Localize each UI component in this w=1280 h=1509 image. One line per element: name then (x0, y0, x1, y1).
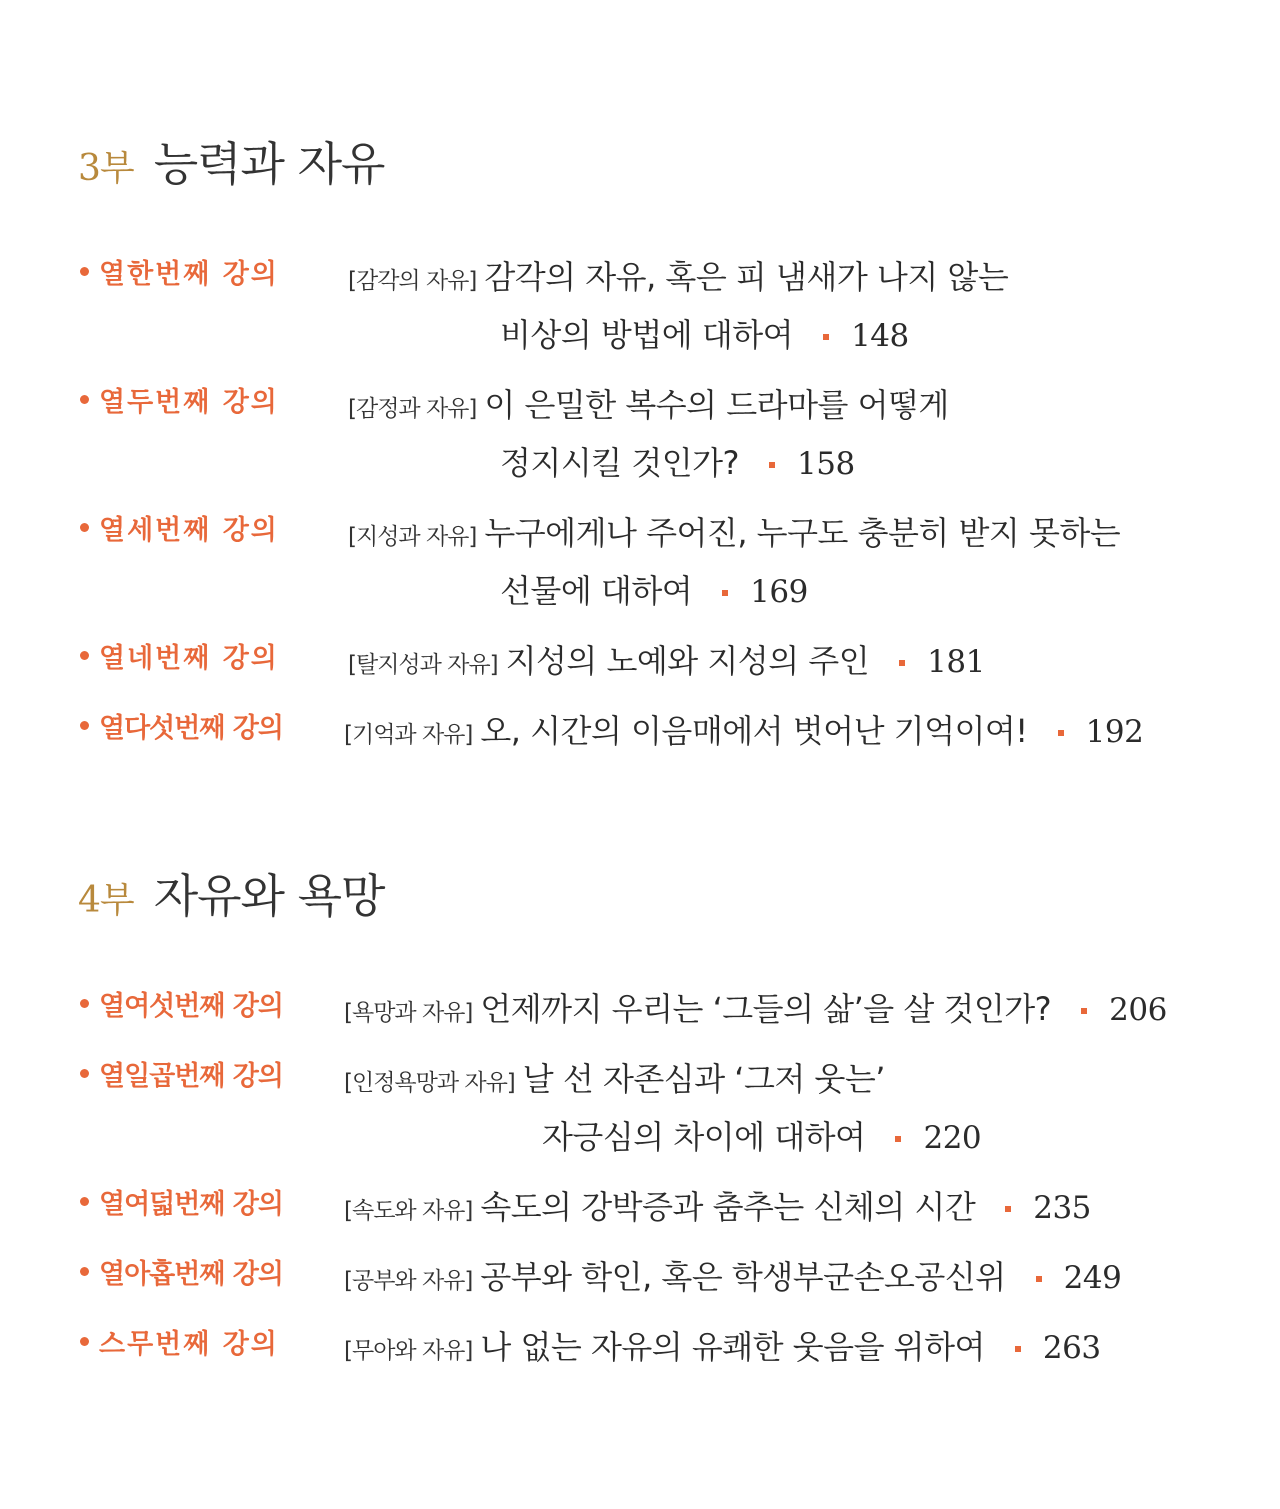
bullet-icon (80, 267, 89, 276)
bullet-icon (80, 395, 89, 404)
entry-title-line2: 비상의 방법에 대하여 148 (500, 316, 909, 354)
entry-tag: [감정과 자유] (348, 396, 477, 422)
part-number: 3부 (78, 148, 134, 189)
entry-title-line1: [지성과 자유] 누구에게나 주어진, 누구도 충분히 받지 못하는 (348, 514, 1121, 552)
entry-tag: [욕망과 자유] (344, 1000, 473, 1026)
bullet-icon (80, 1069, 89, 1078)
part-3-heading (78, 128, 385, 194)
part-4-heading (78, 860, 385, 926)
entry-title-line1: [인정욕망과 자유] 날 선 자존심과 ‘그저 웃는’ (344, 1060, 885, 1098)
part-title: 능력과 자유 (153, 137, 385, 191)
bullet-icon (80, 1337, 89, 1346)
page-dot-icon (1005, 1206, 1011, 1212)
page-dot-icon (1081, 1008, 1087, 1014)
page-dot-icon (895, 1136, 901, 1142)
bullet-icon (80, 651, 89, 660)
page-dot-icon (1058, 730, 1064, 736)
part-number: 4부 (78, 880, 134, 921)
page-dot-icon (1036, 1276, 1042, 1282)
lecture-label: 열일곱번째 강의 (80, 1054, 283, 1093)
page-dot-icon (1015, 1346, 1021, 1352)
lecture-label: 열여섯번째 강의 (80, 984, 283, 1023)
lecture-label: 열아홉번째 강의 (80, 1252, 283, 1291)
lecture-label: 열한번째 강의 (80, 252, 279, 291)
lecture-label: 열세번째 강의 (80, 508, 279, 547)
entry-title-line2: 자긍심의 차이에 대하여 220 (542, 1118, 982, 1156)
page-number: 181 (927, 644, 985, 680)
page-number: 263 (1042, 1330, 1101, 1366)
lecture-label: 열여덟번째 강의 (80, 1182, 283, 1221)
lecture-label: 열두번째 강의 (80, 380, 279, 419)
bullet-icon (80, 721, 89, 730)
entry-tag: [무아와 자유] (344, 1338, 473, 1364)
page-number: 235 (1033, 1190, 1091, 1226)
lecture-label: 열네번째 강의 (80, 636, 279, 675)
entry-tag: [감각의 자유] (348, 268, 477, 294)
entry-title-line2: 선물에 대하여 169 (500, 572, 808, 610)
entry-title-line1: [공부와 자유] 공부와 학인, 혹은 학생부군손오공신위 249 (344, 1258, 1122, 1296)
entry-title-line1: [속도와 자유] 속도의 강박증과 춤추는 신체의 시간 235 (344, 1188, 1091, 1226)
entry-tag: [기억과 자유] (344, 722, 473, 748)
bullet-icon (80, 1267, 89, 1276)
entry-title-line1: [감정과 자유] 이 은밀한 복수의 드라마를 어떻게 (348, 386, 949, 424)
entry-title-line1: [감각의 자유] 감각의 자유, 혹은 피 냄새가 나지 않는 (348, 258, 1009, 296)
page-number: 249 (1063, 1260, 1122, 1296)
lecture-label: 스무번째 강의 (80, 1322, 279, 1361)
entry-title-line1: [무아와 자유] 나 없는 자유의 유쾌한 웃음을 위하여 263 (344, 1328, 1101, 1366)
page-number: 169 (750, 574, 808, 610)
page-number: 148 (851, 318, 909, 354)
entry-tag: [공부와 자유] (344, 1268, 473, 1294)
page-dot-icon (823, 334, 829, 340)
bullet-icon (80, 1197, 89, 1206)
entry-title-line1: [기억과 자유] 오, 시간의 이음매에서 벗어난 기억이여! 192 (344, 712, 1144, 750)
bullet-icon (80, 999, 89, 1008)
entry-title-line1: [욕망과 자유] 언제까지 우리는 ‘그들의 삶’을 살 것인가? 206 (344, 990, 1167, 1028)
page-number: 206 (1109, 992, 1167, 1028)
page-dot-icon (769, 462, 775, 468)
entry-tag: [인정욕망과 자유] (344, 1070, 515, 1096)
page-number: 158 (797, 446, 855, 482)
page-number: 220 (923, 1120, 982, 1156)
bullet-icon (80, 523, 89, 532)
lecture-label: 열다섯번째 강의 (80, 706, 283, 745)
page-number: 192 (1085, 714, 1144, 750)
entry-tag: [지성과 자유] (348, 524, 477, 550)
part-title: 자유와 욕망 (153, 869, 385, 923)
page-dot-icon (722, 590, 728, 596)
entry-title-line1: [탈지성과 자유] 지성의 노예와 지성의 주인 181 (348, 642, 985, 680)
page-dot-icon (899, 660, 905, 666)
entry-tag: [속도와 자유] (344, 1198, 473, 1224)
entry-title-line2: 정지시킬 것인가? 158 (500, 444, 855, 482)
entry-tag: [탈지성과 자유] (348, 652, 498, 678)
